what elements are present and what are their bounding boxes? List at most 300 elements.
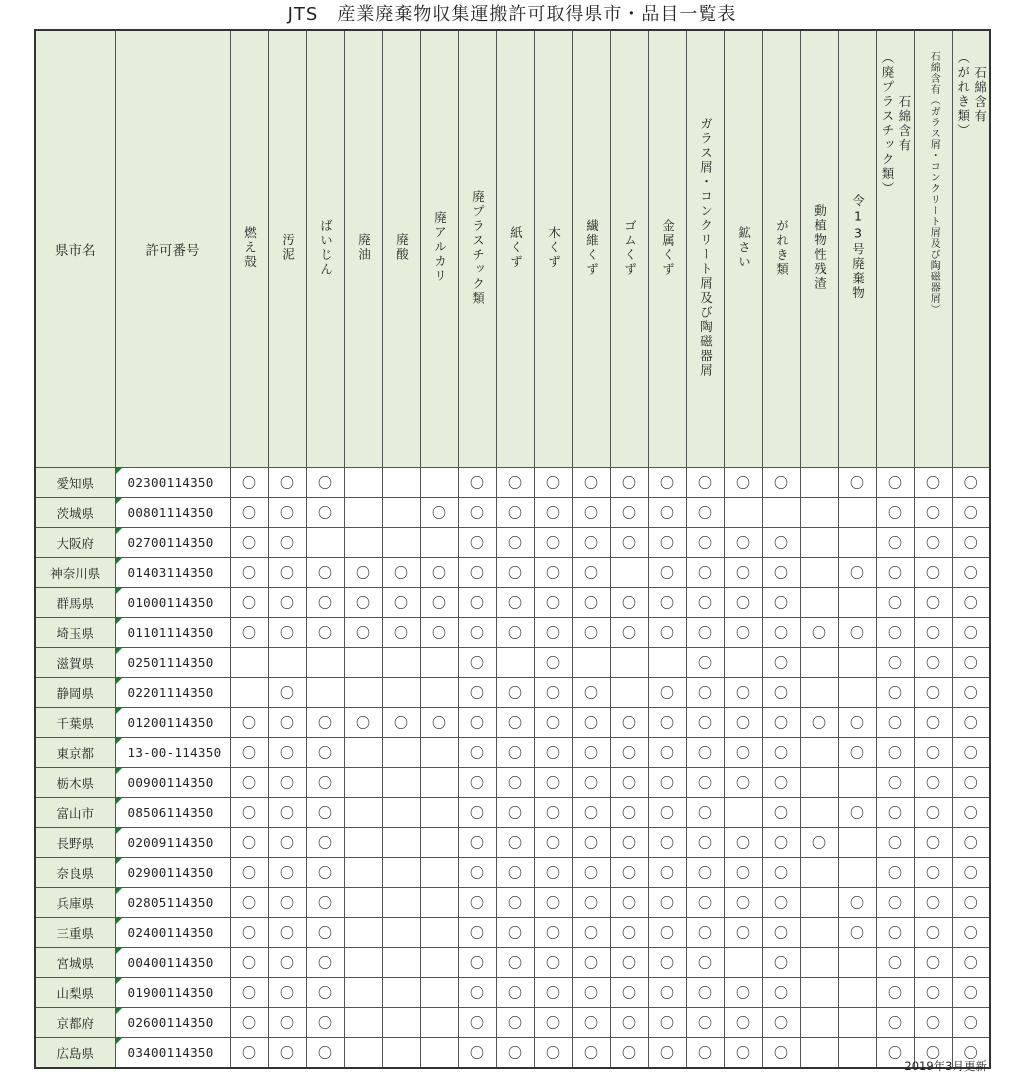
- item-cell: [534, 1008, 572, 1038]
- circle-mark-icon: 〇: [584, 745, 598, 762]
- circle-mark-icon: 〇: [546, 1045, 560, 1062]
- circle-mark-icon: 〇: [888, 685, 902, 702]
- item-cell: [724, 738, 762, 768]
- circle-mark-icon: 〇: [470, 745, 484, 762]
- prefecture-cell: 千葉県: [35, 708, 115, 738]
- item-cell: [876, 918, 914, 948]
- item-cell: [686, 468, 724, 498]
- header-item: ガラス屑・コンクリート屑及び陶磁器屑: [686, 30, 724, 468]
- circle-mark-icon: 〇: [736, 535, 750, 552]
- cell-note-marker-icon: [116, 978, 122, 984]
- item-cell: [344, 768, 382, 798]
- item-cell: [800, 1008, 838, 1038]
- item-cell: [572, 558, 610, 588]
- item-cell: [762, 528, 800, 558]
- circle-mark-icon: 〇: [470, 895, 484, 912]
- circle-mark-icon: 〇: [698, 535, 712, 552]
- circle-mark-icon: 〇: [394, 595, 408, 612]
- header-item: 動植物性残渣: [800, 30, 838, 468]
- permit-number-cell: 02201114350: [115, 678, 230, 708]
- circle-mark-icon: 〇: [242, 775, 256, 792]
- item-cell: [306, 708, 344, 738]
- circle-mark-icon: 〇: [963, 775, 978, 792]
- permit-number-cell: 08506114350: [115, 798, 230, 828]
- item-cell: [762, 618, 800, 648]
- table-row: [35, 948, 990, 978]
- item-cell: [496, 888, 534, 918]
- circle-mark-icon: 〇: [470, 865, 484, 882]
- item-cell: [876, 978, 914, 1008]
- cell-note-marker-icon: [116, 618, 122, 624]
- circle-mark-icon: 〇: [318, 565, 332, 582]
- item-cell: [306, 678, 344, 708]
- circle-mark-icon: 〇: [584, 865, 598, 882]
- circle-mark-icon: 〇: [660, 1045, 674, 1062]
- item-cell: [800, 888, 838, 918]
- circle-mark-icon: 〇: [280, 535, 294, 552]
- circle-mark-icon: 〇: [508, 685, 522, 702]
- circle-mark-icon: 〇: [774, 1015, 788, 1032]
- item-cell: [914, 618, 952, 648]
- item-cell: [876, 648, 914, 678]
- item-cell: [686, 618, 724, 648]
- circle-mark-icon: 〇: [622, 595, 636, 612]
- circle-mark-icon: 〇: [318, 955, 332, 972]
- item-cell: [762, 1038, 800, 1069]
- item-cell: [306, 558, 344, 588]
- circle-mark-icon: 〇: [242, 505, 256, 522]
- header-permit: 許可番号: [115, 30, 230, 468]
- header-item: 廃アルカリ: [420, 30, 458, 468]
- item-cell: [420, 588, 458, 618]
- item-cell: [420, 558, 458, 588]
- item-cell: [382, 978, 420, 1008]
- circle-mark-icon: 〇: [698, 985, 712, 1002]
- circle-mark-icon: 〇: [926, 835, 940, 852]
- circle-mark-icon: 〇: [546, 955, 560, 972]
- item-cell: [268, 708, 306, 738]
- circle-mark-icon: 〇: [850, 565, 864, 582]
- circle-mark-icon: 〇: [660, 715, 674, 732]
- circle-mark-icon: 〇: [546, 745, 560, 762]
- item-cell: [572, 828, 610, 858]
- item-cell: [724, 588, 762, 618]
- circle-mark-icon: 〇: [318, 625, 332, 642]
- item-cell: [648, 858, 686, 888]
- item-cell: [230, 1038, 268, 1069]
- item-cell: [572, 918, 610, 948]
- item-cell: [496, 558, 534, 588]
- cell-note-marker-icon: [116, 948, 122, 954]
- circle-mark-icon: 〇: [318, 895, 332, 912]
- item-cell: [458, 858, 496, 888]
- header-item: 廃酸: [382, 30, 420, 468]
- circle-mark-icon: 〇: [508, 505, 522, 522]
- item-cell: [838, 918, 876, 948]
- item-cell: [876, 558, 914, 588]
- item-cell: [838, 948, 876, 978]
- circle-mark-icon: 〇: [470, 835, 484, 852]
- circle-mark-icon: 〇: [242, 745, 256, 762]
- item-cell: [610, 678, 648, 708]
- circle-mark-icon: 〇: [888, 865, 902, 882]
- cell-note-marker-icon: [116, 768, 122, 774]
- item-cell: [952, 738, 990, 768]
- circle-mark-icon: 〇: [470, 925, 484, 942]
- item-cell: [686, 948, 724, 978]
- circle-mark-icon: 〇: [660, 985, 674, 1002]
- item-cell: [648, 738, 686, 768]
- permit-number-cell: 02501114350: [115, 648, 230, 678]
- circle-mark-icon: 〇: [622, 925, 636, 942]
- circle-mark-icon: 〇: [508, 1015, 522, 1032]
- item-cell: [534, 888, 572, 918]
- item-cell: [382, 648, 420, 678]
- item-cell: [838, 768, 876, 798]
- page-title: JTS 産業廃棄物収集運搬許可取得県市・品目一覧表: [287, 4, 737, 25]
- item-cell: [686, 858, 724, 888]
- item-cell: [572, 618, 610, 648]
- item-cell: [458, 738, 496, 768]
- item-cell: [762, 948, 800, 978]
- item-cell: [306, 948, 344, 978]
- circle-mark-icon: 〇: [774, 715, 788, 732]
- item-cell: [344, 468, 382, 498]
- item-cell: [496, 678, 534, 708]
- item-cell: [496, 768, 534, 798]
- item-cell: [420, 978, 458, 1008]
- table-row: [35, 528, 990, 558]
- circle-mark-icon: 〇: [926, 775, 940, 792]
- item-cell: [648, 648, 686, 678]
- item-cell: [610, 768, 648, 798]
- item-cell: [952, 498, 990, 528]
- item-cell: [268, 888, 306, 918]
- item-cell: [420, 918, 458, 948]
- item-cell: [534, 918, 572, 948]
- item-cell: [610, 1008, 648, 1038]
- circle-mark-icon: 〇: [470, 955, 484, 972]
- cell-note-marker-icon: [116, 588, 122, 594]
- table-row: [35, 588, 990, 618]
- item-cell: [724, 558, 762, 588]
- table-row: [35, 798, 990, 828]
- circle-mark-icon: 〇: [926, 865, 940, 882]
- item-cell: [420, 618, 458, 648]
- circle-mark-icon: 〇: [242, 985, 256, 1002]
- item-cell: [306, 528, 344, 558]
- item-cell: [876, 618, 914, 648]
- item-cell: [648, 918, 686, 948]
- item-cell: [496, 498, 534, 528]
- circle-mark-icon: 〇: [508, 925, 522, 942]
- item-cell: [534, 678, 572, 708]
- header-item: 繊維くず: [572, 30, 610, 468]
- item-cell: [800, 588, 838, 618]
- circle-mark-icon: 〇: [850, 895, 864, 912]
- item-cell: [496, 918, 534, 948]
- item-cell: [572, 738, 610, 768]
- item-cell: [838, 828, 876, 858]
- item-cell: [420, 648, 458, 678]
- item-cell: [724, 708, 762, 738]
- item-cell: [496, 858, 534, 888]
- item-cell: [838, 498, 876, 528]
- circle-mark-icon: 〇: [963, 835, 978, 852]
- circle-mark-icon: 〇: [660, 475, 674, 492]
- circle-mark-icon: 〇: [622, 1045, 636, 1062]
- item-cell: [268, 558, 306, 588]
- circle-mark-icon: 〇: [963, 865, 978, 882]
- circle-mark-icon: 〇: [318, 595, 332, 612]
- circle-mark-icon: 〇: [280, 505, 294, 522]
- item-cell: [458, 528, 496, 558]
- item-cell: [724, 828, 762, 858]
- item-cell: [230, 918, 268, 948]
- circle-mark-icon: 〇: [242, 535, 256, 552]
- circle-mark-icon: 〇: [546, 925, 560, 942]
- item-cell: [458, 828, 496, 858]
- circle-mark-icon: 〇: [546, 865, 560, 882]
- item-cell: [686, 678, 724, 708]
- item-cell: [458, 948, 496, 978]
- circle-mark-icon: 〇: [698, 475, 712, 492]
- circle-mark-icon: 〇: [774, 655, 788, 672]
- item-cell: [686, 708, 724, 738]
- prefecture-cell: 大阪府: [35, 528, 115, 558]
- item-cell: [306, 1008, 344, 1038]
- circle-mark-icon: 〇: [698, 565, 712, 582]
- table-body: [35, 468, 990, 1069]
- item-cell: [610, 618, 648, 648]
- item-cell: [952, 558, 990, 588]
- cell-note-marker-icon: [116, 648, 122, 654]
- item-cell: [914, 528, 952, 558]
- circle-mark-icon: 〇: [470, 1015, 484, 1032]
- item-cell: [610, 468, 648, 498]
- table-row: [35, 708, 990, 738]
- circle-mark-icon: 〇: [963, 925, 978, 942]
- item-cell: [420, 1038, 458, 1069]
- circle-mark-icon: 〇: [470, 535, 484, 552]
- item-cell: [610, 1038, 648, 1069]
- circle-mark-icon: 〇: [356, 625, 370, 642]
- circle-mark-icon: 〇: [963, 595, 978, 612]
- item-cell: [230, 1008, 268, 1038]
- item-cell: [724, 1008, 762, 1038]
- prefecture-cell: 愛知県: [35, 468, 115, 498]
- circle-mark-icon: 〇: [698, 835, 712, 852]
- item-cell: [534, 858, 572, 888]
- item-cell: [800, 618, 838, 648]
- circle-mark-icon: 〇: [926, 505, 940, 522]
- cell-note-marker-icon: [116, 828, 122, 834]
- circle-mark-icon: 〇: [432, 715, 446, 732]
- cell-note-marker-icon: [116, 468, 122, 474]
- item-cell: [268, 498, 306, 528]
- item-cell: [382, 708, 420, 738]
- circle-mark-icon: 〇: [888, 535, 902, 552]
- circle-mark-icon: 〇: [242, 595, 256, 612]
- item-cell: [534, 708, 572, 738]
- item-cell: [610, 498, 648, 528]
- item-cell: [230, 558, 268, 588]
- item-cell: [686, 918, 724, 948]
- circle-mark-icon: 〇: [850, 625, 864, 642]
- circle-mark-icon: 〇: [698, 745, 712, 762]
- cell-note-marker-icon: [116, 1008, 122, 1014]
- item-cell: [914, 1008, 952, 1038]
- item-cell: [914, 468, 952, 498]
- circle-mark-icon: 〇: [508, 565, 522, 582]
- circle-mark-icon: 〇: [622, 835, 636, 852]
- header-row: [35, 30, 990, 468]
- circle-mark-icon: 〇: [546, 835, 560, 852]
- item-cell: [762, 678, 800, 708]
- item-cell: [344, 738, 382, 768]
- item-cell: [382, 948, 420, 978]
- item-cell: [496, 798, 534, 828]
- header-item: 燃え殻: [230, 30, 268, 468]
- item-cell: [724, 798, 762, 828]
- item-cell: [952, 768, 990, 798]
- circle-mark-icon: 〇: [774, 925, 788, 942]
- item-cell: [382, 468, 420, 498]
- item-cell: [458, 468, 496, 498]
- item-cell: [800, 708, 838, 738]
- item-cell: [762, 648, 800, 678]
- circle-mark-icon: 〇: [356, 565, 370, 582]
- item-cell: [496, 978, 534, 1008]
- header-item: ばいじん: [306, 30, 344, 468]
- item-cell: [914, 738, 952, 768]
- circle-mark-icon: 〇: [888, 505, 902, 522]
- item-cell: [800, 528, 838, 558]
- item-cell: [800, 798, 838, 828]
- item-cell: [458, 1038, 496, 1069]
- item-cell: [268, 618, 306, 648]
- circle-mark-icon: 〇: [280, 1045, 294, 1062]
- circle-mark-icon: 〇: [926, 805, 940, 822]
- item-cell: [268, 1038, 306, 1069]
- item-cell: [762, 588, 800, 618]
- circle-mark-icon: 〇: [280, 715, 294, 732]
- item-cell: [952, 648, 990, 678]
- item-cell: [420, 498, 458, 528]
- circle-mark-icon: 〇: [622, 955, 636, 972]
- circle-mark-icon: 〇: [736, 895, 750, 912]
- circle-mark-icon: 〇: [508, 475, 522, 492]
- item-cell: [610, 588, 648, 618]
- item-cell: [268, 768, 306, 798]
- item-cell: [762, 1008, 800, 1038]
- circle-mark-icon: 〇: [318, 475, 332, 492]
- item-cell: [230, 678, 268, 708]
- circle-mark-icon: 〇: [736, 835, 750, 852]
- header-item: 紙くず: [496, 30, 534, 468]
- item-cell: [230, 978, 268, 1008]
- item-cell: [648, 888, 686, 918]
- circle-mark-icon: 〇: [963, 535, 978, 552]
- item-cell: [800, 468, 838, 498]
- circle-mark-icon: 〇: [280, 475, 294, 492]
- permit-number-cell: 01101114350: [115, 618, 230, 648]
- item-cell: [838, 558, 876, 588]
- table-row: [35, 1038, 990, 1069]
- item-cell: [838, 648, 876, 678]
- circle-mark-icon: 〇: [622, 505, 636, 522]
- table-row: [35, 918, 990, 948]
- item-cell: [534, 528, 572, 558]
- circle-mark-icon: 〇: [508, 775, 522, 792]
- header-item: ゴムくず: [610, 30, 648, 468]
- item-cell: [762, 498, 800, 528]
- circle-mark-icon: 〇: [888, 835, 902, 852]
- item-cell: [572, 498, 610, 528]
- circle-mark-icon: 〇: [660, 865, 674, 882]
- circle-mark-icon: 〇: [660, 775, 674, 792]
- circle-mark-icon: 〇: [470, 715, 484, 732]
- item-cell: [268, 738, 306, 768]
- item-cell: [952, 948, 990, 978]
- item-cell: [496, 618, 534, 648]
- item-cell: [344, 798, 382, 828]
- circle-mark-icon: 〇: [736, 775, 750, 792]
- circle-mark-icon: 〇: [660, 745, 674, 762]
- circle-mark-icon: 〇: [280, 685, 294, 702]
- item-cell: [344, 828, 382, 858]
- circle-mark-icon: 〇: [584, 715, 598, 732]
- item-cell: [610, 828, 648, 858]
- circle-mark-icon: 〇: [660, 955, 674, 972]
- item-cell: [496, 708, 534, 738]
- item-cell: [496, 828, 534, 858]
- item-cell: [420, 678, 458, 708]
- circle-mark-icon: 〇: [622, 1015, 636, 1032]
- prefecture-cell: 兵庫県: [35, 888, 115, 918]
- circle-mark-icon: 〇: [926, 1045, 940, 1062]
- item-cell: [268, 648, 306, 678]
- circle-mark-icon: 〇: [698, 925, 712, 942]
- updated-date: 2019年3月更新: [904, 1059, 987, 1073]
- header-item: 令13号廃棄物: [838, 30, 876, 468]
- circle-mark-icon: 〇: [698, 955, 712, 972]
- item-cell: [914, 888, 952, 918]
- circle-mark-icon: 〇: [736, 1045, 750, 1062]
- prefecture-cell: 埼玉県: [35, 618, 115, 648]
- item-cell: [534, 648, 572, 678]
- item-cell: [686, 978, 724, 1008]
- item-cell: [686, 1008, 724, 1038]
- circle-mark-icon: 〇: [394, 715, 408, 732]
- circle-mark-icon: 〇: [242, 805, 256, 822]
- circle-mark-icon: 〇: [546, 565, 560, 582]
- item-cell: [572, 648, 610, 678]
- item-cell: [458, 888, 496, 918]
- prefecture-cell: 神奈川県: [35, 558, 115, 588]
- item-cell: [648, 828, 686, 858]
- circle-mark-icon: 〇: [242, 715, 256, 732]
- table-row: [35, 618, 990, 648]
- item-cell: [382, 828, 420, 858]
- item-cell: [534, 618, 572, 648]
- circle-mark-icon: 〇: [888, 625, 902, 642]
- item-cell: [914, 678, 952, 708]
- circle-mark-icon: 〇: [470, 595, 484, 612]
- circle-mark-icon: 〇: [318, 775, 332, 792]
- item-cell: [762, 888, 800, 918]
- permit-number-cell: 00801114350: [115, 498, 230, 528]
